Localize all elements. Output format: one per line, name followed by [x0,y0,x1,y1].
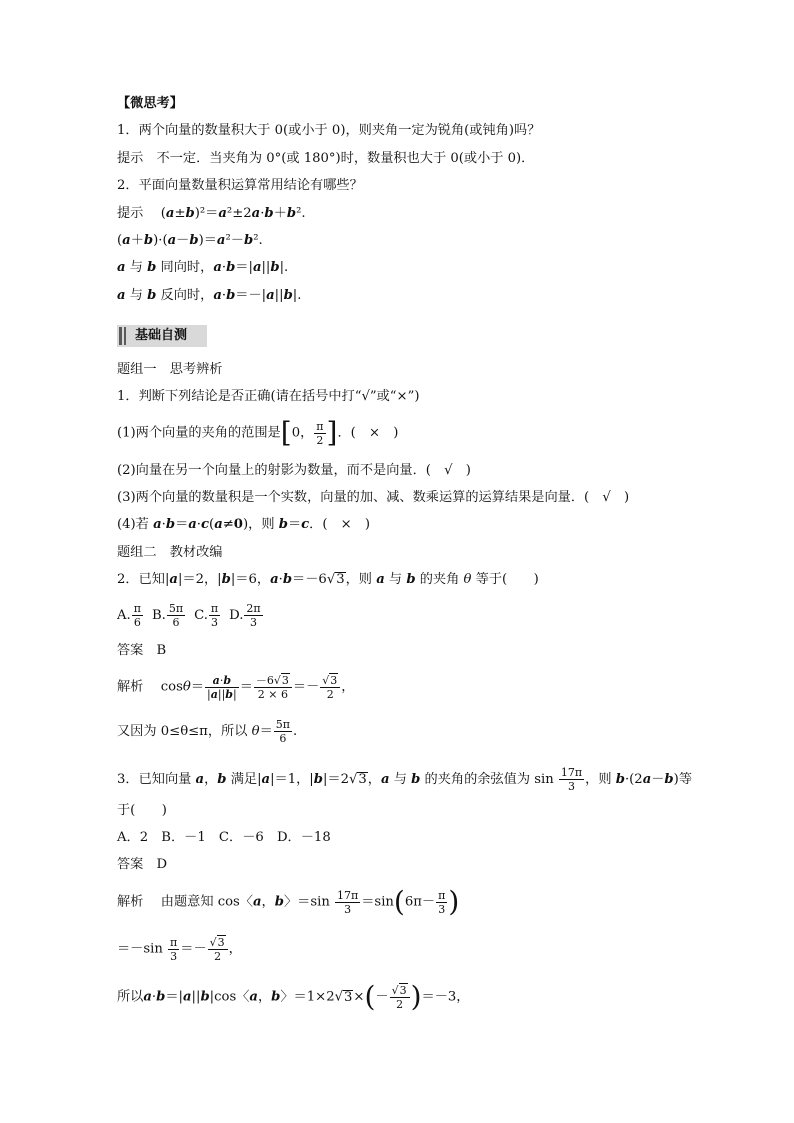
group1-question-1: 1．判断下列结论是否正确(请在括号中打“√”或“×”) [117,389,420,404]
analysis-3-line-3: 所以a·b＝|a||b|cos〈a，b〉＝1×2√3×(－ $\frac{√3}{2}$ )＝－3， [117,980,470,1013]
group2-question-3: 3．已知向量 a，b 满足|a|＝1，|b|＝2√3，a 与 b 的夹角的余弦值为 sin $\frac{17\pi}{3}$ ，则 b·(2a－b)等 [117,766,692,793]
think-question-2: 2．平面向量数量积运算常用结论有哪些？ [117,178,363,193]
think-tag: 【微思考】 [117,96,183,111]
statement-3: (3)两个向量的数量积是一个实数，向量的加、减、数乘运算的运算结果是向量．( √ ) [117,490,630,505]
think-question-1: 1．两个向量的数量积大于 0(或小于 0)，则夹角一定为锐角(或钝角)吗？ [117,123,541,138]
group2-title: 题组二 教材改编 [117,545,223,560]
analysis-2-conclusion: 又因为 0≤θ≤π，所以 θ＝ $\frac{5\pi}{6}$ . [117,718,298,745]
section-header [117,325,207,347]
answer-3: 答案 D [117,857,168,872]
analysis-3-line-1: 解析 由题意知 cos〈a，b〉＝sin $\frac{17\pi}{3}$ ＝sin(6π－ $\frac{\pi}{3}$ ) [117,885,460,918]
think-answer-1: 提示 不一定．当夹角为 0°(或 180°)时，数量积也大于 0(或小于 0)． [117,151,535,166]
options-2: A. $\frac{\pi}{6}$ B. $\frac{5\pi}{6}$ C. $\frac{\pi}{3}$ D. $\frac{2\pi}{3}$ [117,602,261,629]
section-title: 基础自测 [135,328,188,343]
group1-title: 题组一 思考辨析 [117,362,223,377]
formula-opposite-direction: a 与 b 反向时，a·b＝－|a||b|. [117,288,302,303]
analysis-2: 解析 cosθ＝ $\frac{a\cdot b}{|a||b|}$ ＝ $\frac{-6√3}{2 \times 6}$ ＝－ $\frac{√3}{2}$ ， [117,673,355,701]
statement-2: (2)向量在另一个向量上的射影为数量，而不是向量．( √ ) [117,463,471,478]
section-bar-icon [124,327,126,345]
group2-question-2: 2．已知|a|＝2，|b|＝6，a·b＝－6√3，则 a 与 b 的夹角 θ 等于( ) [117,572,539,587]
options-3: A．2 B．－1 C．－6 D．－18 [117,830,331,845]
question-3-continued: 于( ) [117,803,167,818]
section-bar-icon [119,327,122,345]
analysis-3-line-2: ＝－sin $\frac{\pi}{3}$ ＝－ $\frac{√3}{2}$ ， [117,935,242,963]
formula-difference: (a＋b)·(a－b)＝a²－b². [117,233,263,248]
formula-square: 提示 (a±b)²＝a²±2a·b＋b². [117,206,306,221]
statement-1: (1)两个向量的夹角的范围是[0， $\frac{\pi}{2}$ ]．( × ) [117,416,399,449]
formula-same-direction: a 与 b 同向时，a·b＝|a||b|. [117,260,289,275]
statement-4: (4)若 a·b＝a·c(a≠0)，则 b＝c．( × ) [117,517,371,532]
answer-2: 答案 B [117,643,167,658]
